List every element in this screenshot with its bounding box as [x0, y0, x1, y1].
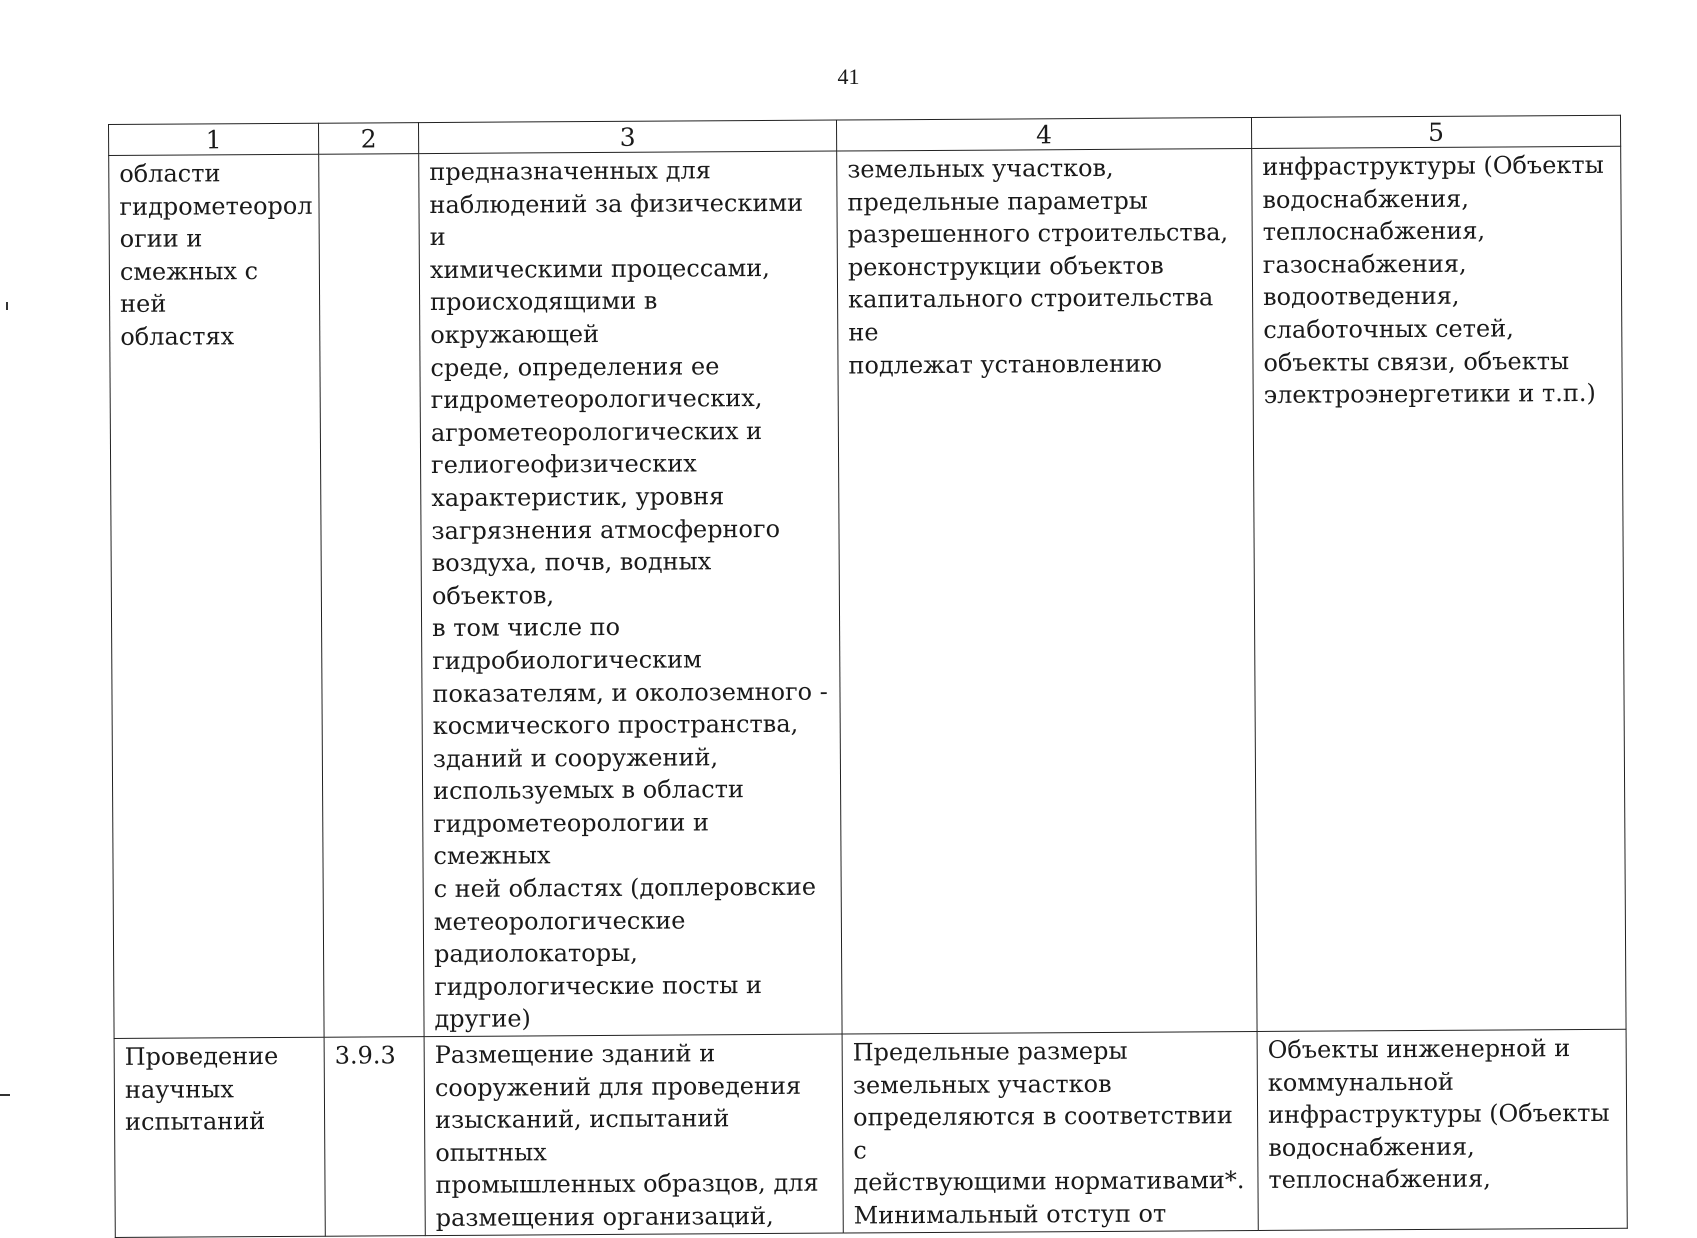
table-row	[114, 1029, 1627, 1237]
column-header-1: 1	[109, 123, 319, 155]
parameters-cell: земельных участков, предельные параметры разрешенного строительства, реконструкции объектов капитального строительства не подлежат установлению	[837, 149, 1257, 1035]
zoning-table	[108, 115, 1628, 1238]
use-type-description-cell: предназначенных для наблюдений за физическими и химическими процессами, происходящими в окружающей среде, определения ее гидрометеорологических, агрометеорологических и гелиогеофизических характеристик, уровня загрязнения атмосферного воздуха, почв, водных объектов, в том числе по гидробиологическим показателям, и околоземного - космического пространства, зданий и сооружений, используемых в области гидрометеорологии и смежных с ней областях (доплеровские метеорологические радиолокаторы, гидрологические посты и другие)	[419, 151, 842, 1037]
table-row	[109, 146, 1626, 1038]
column-header-2: 2	[318, 123, 418, 155]
use-type-name-cell: Проведение научных испытаний	[114, 1037, 325, 1237]
use-type-description-cell: Размещение зданий и сооружений для проведения изысканий, испытаний опытных промышленных образцов, для размещения организаций,	[424, 1034, 843, 1235]
scan-artifact-mark	[0, 1094, 10, 1096]
use-type-code-cell	[319, 154, 424, 1038]
column-header-3: 3	[418, 120, 836, 154]
auxiliary-objects-cell: Объекты инженерной и коммунальной инфраструктуры (Объекты водоснабжения, теплоснабжения,	[1257, 1029, 1627, 1230]
auxiliary-objects-cell: инфраструктуры (Объекты водоснабжения, теплоснабжения, газоснабжения, водоотведения, слаботочных сетей, объекты связи, объекты электроэнергетики и т.п.)	[1252, 146, 1626, 1031]
page-number: 41	[837, 64, 860, 89]
use-type-code-cell: 3.9.3	[324, 1037, 425, 1236]
use-type-name-cell: области гидрометеорол огии и смежных с ней областях	[109, 154, 324, 1038]
parameters-cell: Предельные размеры земельных участков определяются в соответствии с действующими нормативами*. Минимальный отступ от	[842, 1032, 1258, 1233]
scan-artifact-mark	[6, 302, 8, 310]
column-header-5: 5	[1251, 115, 1620, 148]
column-header-4: 4	[836, 118, 1251, 152]
